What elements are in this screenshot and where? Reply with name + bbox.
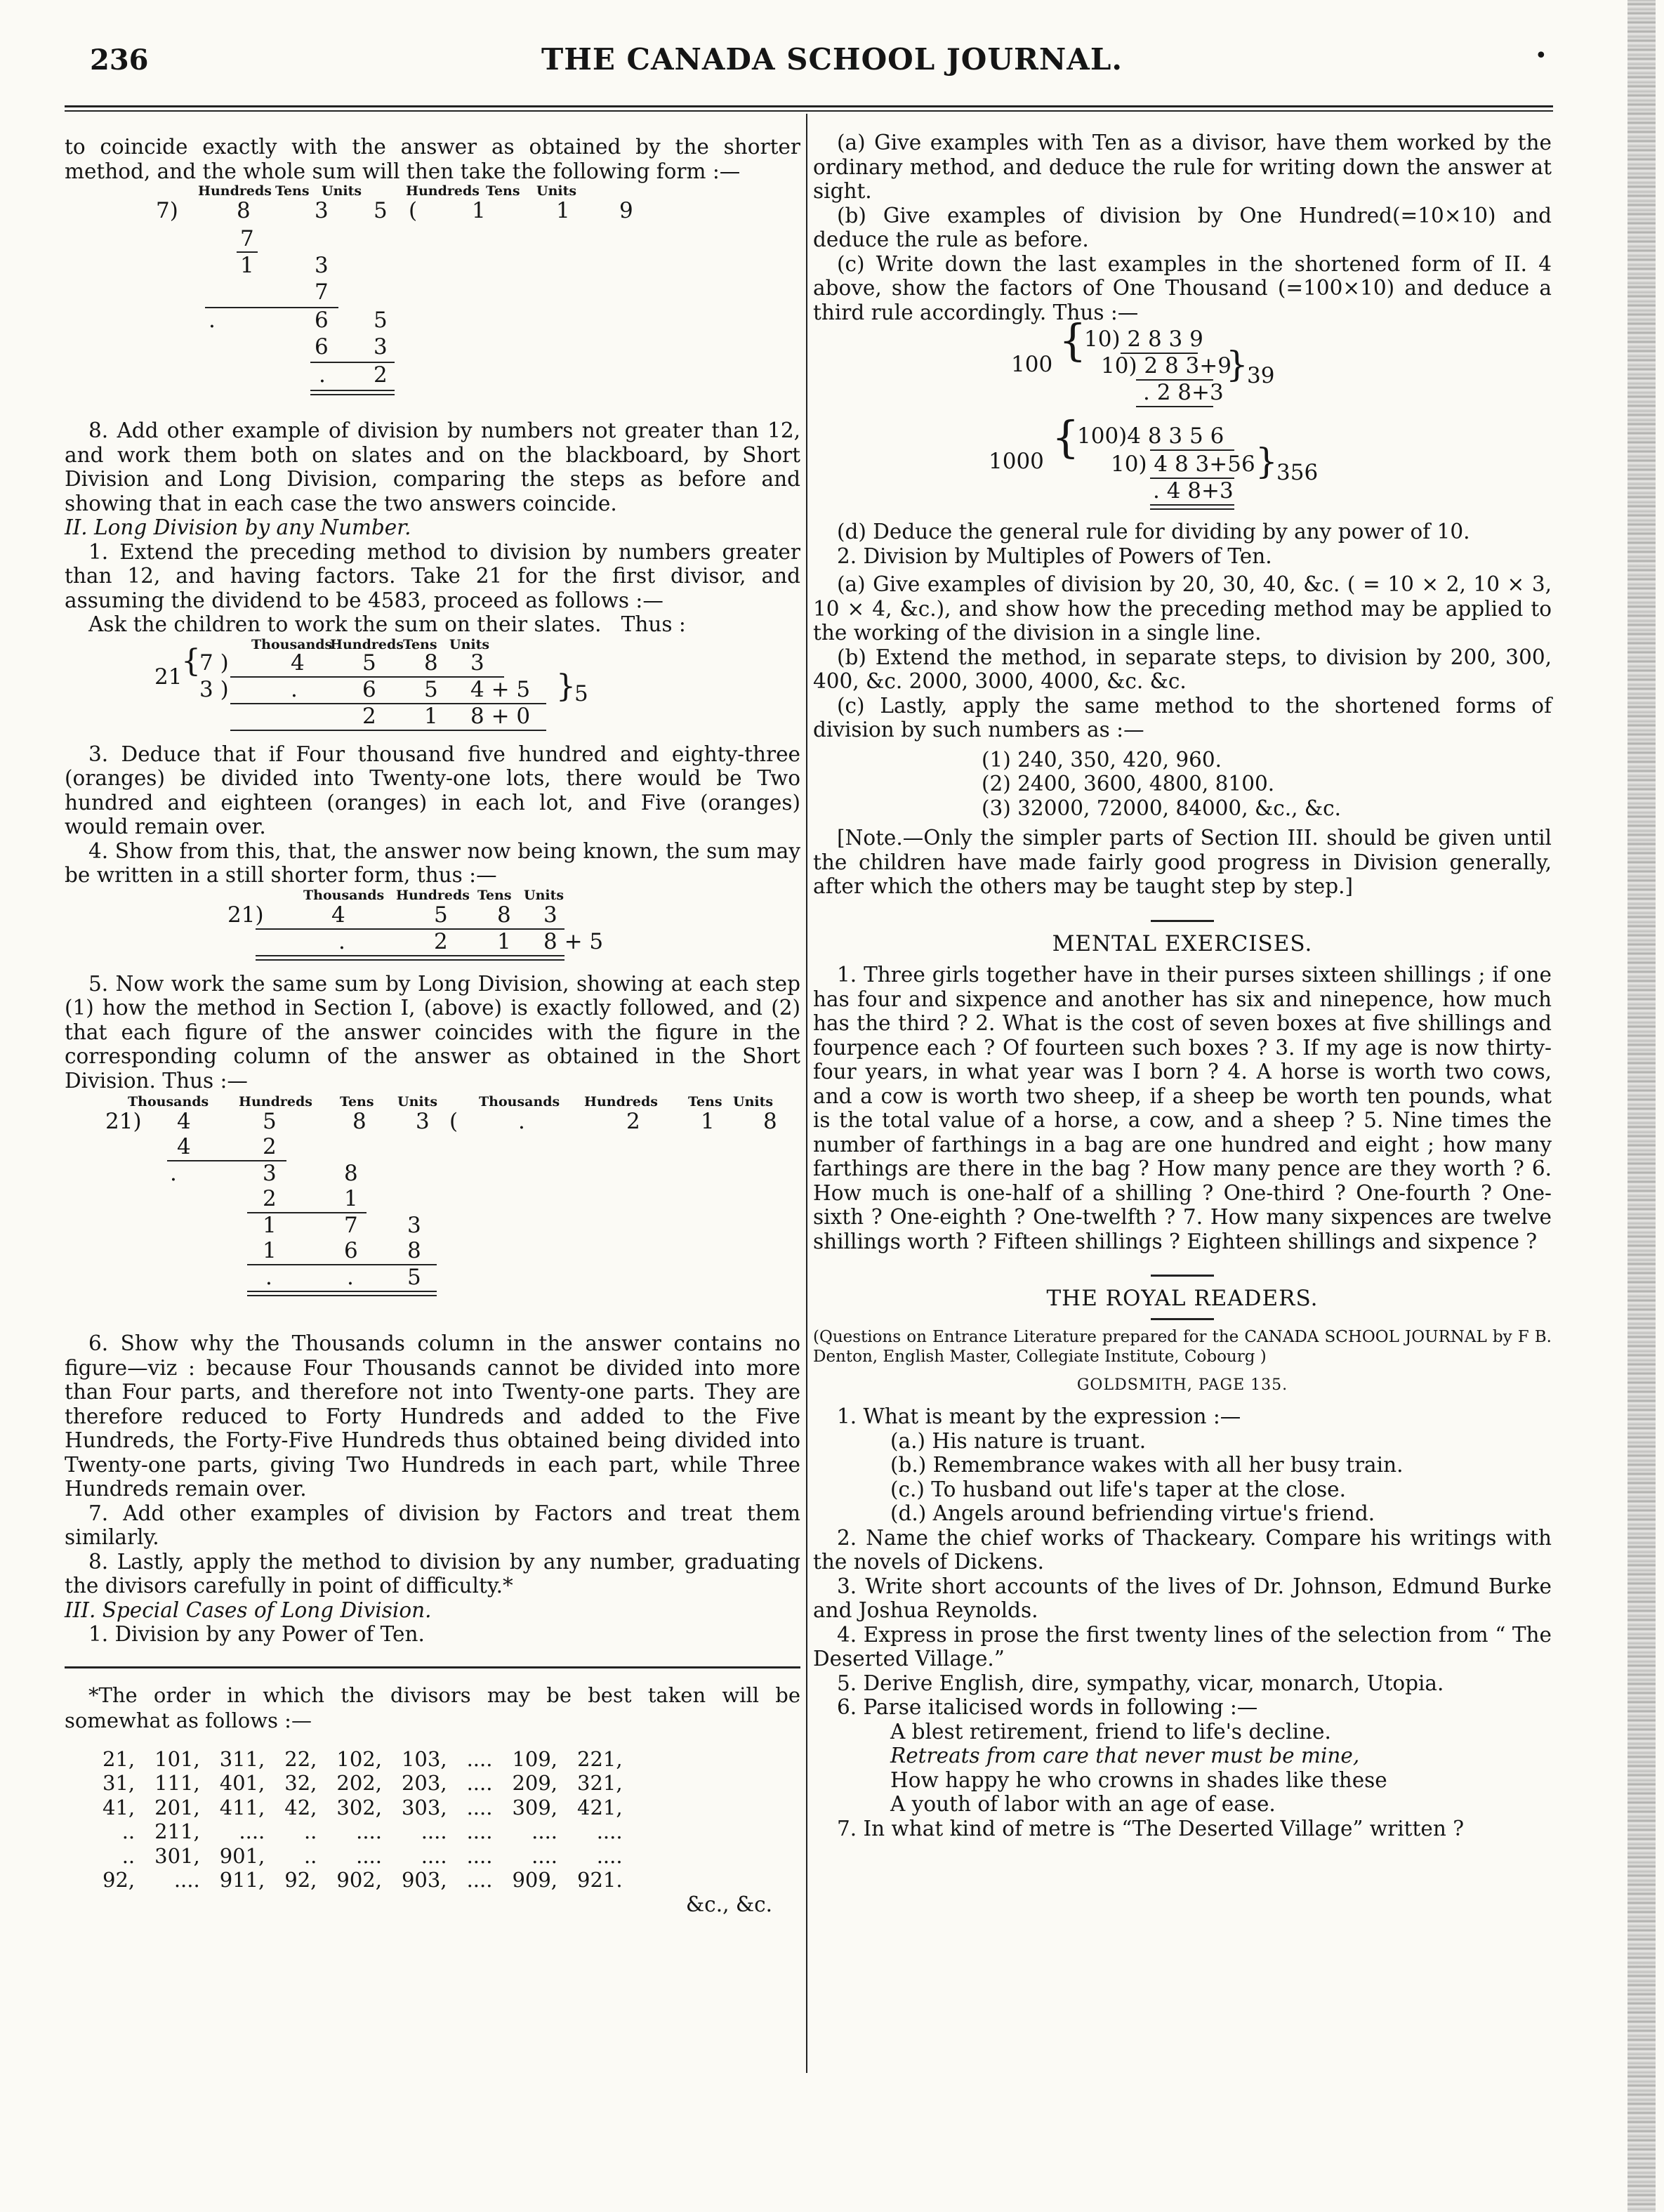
digit: 3 (315, 253, 329, 278)
divisor-cell: .... (596, 1843, 623, 1868)
divisor-cell: .. (121, 1843, 136, 1868)
digit: 5 (407, 1265, 421, 1290)
divisor: 21) (105, 1109, 142, 1134)
question-1-item: (a.) His nature is truant. (890, 1428, 1147, 1453)
col-head: Units (536, 183, 577, 199)
question-7: 7. In what kind of metre is “The Deserted Village” written ? (837, 1816, 1465, 1841)
divisor-cell: 309, (512, 1795, 558, 1819)
section-rule (1151, 920, 1214, 922)
header-rule-top (65, 105, 1553, 107)
divisor-cell: 203, (401, 1771, 447, 1795)
question-6: 6. Parse italicised words in following :— (837, 1695, 1258, 1719)
divisor-cell: .... (466, 1771, 493, 1795)
divisor-row (93, 1796, 633, 1820)
paragraph-4: 4. Show from this, that, the answer now being known, the sum may be written in a still shorter form, thus :— (65, 838, 800, 887)
col-head: Hundreds (406, 183, 480, 199)
digit: 5 (424, 676, 438, 702)
binding-edge (1627, 0, 1656, 2212)
divisor-cell: .... (421, 1819, 447, 1843)
divisor-cell: 103, (401, 1746, 447, 1771)
divisor-cell: 31, (103, 1771, 136, 1795)
divisor-cell: .... (466, 1795, 493, 1819)
divisor: 21) (227, 902, 264, 928)
list-item: (1) 240, 350, 420, 960. (982, 747, 1222, 772)
digit: 5 (374, 308, 388, 333)
goldsmith-heading: GOLDSMITH, PAGE 135. (1076, 1376, 1288, 1394)
digit: 9 (619, 198, 633, 223)
paragraph-b: (b) Give examples of division by One Hundred(=10×10) and deduce the rule as before. (813, 203, 1552, 251)
divisor-cell: 221, (577, 1746, 623, 1771)
factor: 1000 (989, 449, 1044, 474)
divisor-row (93, 1771, 633, 1796)
divisor-cell: 21, (103, 1746, 136, 1771)
digit: 3 (407, 1213, 421, 1238)
digit: 5 (434, 902, 448, 928)
digit: 3 (543, 902, 557, 928)
digit: 1 (344, 1186, 358, 1211)
digit: ( (409, 198, 418, 223)
digit: 7 (240, 226, 254, 251)
paragraph-6: 6. Show why the Thousands column in the answer contains no figure—viz : because Four Thousands cannot be divided into more than Four parts, and therefore not into Twenty-one parts. They are therefore reduced to Forty Hundreds and added to the Five Hundreds, the Forty-Five Hundreds thus obtained being divided into Twenty-one parts, giving Two Hundreds in each part, while Three Hundreds remain over. (65, 1331, 800, 1501)
digit: 8 (497, 902, 511, 928)
digit: 8 (344, 1161, 358, 1186)
section-iii-item-1: 1. Division by any Power of Ten. (88, 1622, 425, 1646)
digit: 4 (331, 902, 345, 928)
divisor-cell: .... (466, 1843, 493, 1868)
col-head: Units (397, 1094, 438, 1110)
remainder: 39 (1247, 363, 1275, 388)
work-line: 10) 2 8 3+9 (1101, 353, 1232, 378)
divisor-cell: .... (466, 1868, 493, 1892)
divisor-cell: 909, (512, 1868, 558, 1892)
digit: 1 (701, 1109, 715, 1134)
col-head: Thousands (128, 1094, 209, 1110)
digit: 2 (374, 362, 388, 388)
question-2: 2. Name the chief works of Thackeary. Compare his writings with the novels of Dickens. (813, 1525, 1552, 1574)
divisor-cell: 911, (219, 1868, 265, 1892)
paragraph-c2: (c) Lastly, apply the same method to the shortened forms of division by such numbers as :— (813, 693, 1552, 742)
col-head: Thousands (251, 636, 333, 652)
divisor-cell: 201, (154, 1795, 200, 1819)
col-head: Units (322, 183, 362, 199)
figure-divide-1000: 1000 { 100)4 8 3 5 6 10) 4 8 3+56 . 4 8+3 } 356 (813, 421, 1552, 520)
col-head: Units (449, 636, 490, 652)
digit: 6 (362, 676, 376, 702)
col-head: Hundreds (239, 1094, 312, 1110)
divisor-cell: 401, (219, 1771, 265, 1795)
digit: 6 (344, 1238, 358, 1263)
digit: 3 (416, 1109, 430, 1134)
mental-exercises-text: 1. Three girls together have in their purses sixteen shillings ; if one has four and sixpence and another has six and ninepence, how much has the third ? 2. What is the cost of seven boxes at five shillings and fourpence each ? Of fourteen such boxes ? 3. If my age is now thirty-four years, in what year was I born ? 4. A horse is worth two cows, and a cow is worth two sheep, if a sheep be worth ten pounds, what is the total value of a horse, a cow, and a sheep ? 5. Nine times the number of farthings in a bag are one hundred and eight ; how many farthings are there in the bag ? How many pence are they worth ? 6. How much is one-half of a shilling ? One-third ? One-fourth ? One-sixth ? One-eighth ? One-twelfth ? 7. How many sixpences are twelve shillings worth ? Fifteen shillings ? Eighteen shillings and sixpence ? (813, 963, 1552, 1253)
col-head: Units (524, 887, 564, 903)
footnote-end: &c., &c. (685, 1892, 772, 1916)
digit: 8 (407, 1238, 421, 1263)
section-rule (1151, 1318, 1214, 1320)
poem-line: How happy he who crowns in shades like these (890, 1767, 1387, 1792)
footnote-intro: *The order in which the divisors may be best taken will be somewhat as follows :— (65, 1683, 800, 1732)
divisor-cell: 111, (154, 1771, 200, 1795)
col-head: Tens (340, 1094, 374, 1110)
digit: 5 (374, 198, 388, 223)
digit: 5 (362, 650, 376, 676)
paragraph-7: 7. Add other examples of division by Factors and treat them similarly. (65, 1501, 800, 1549)
digit: 3 (470, 650, 484, 676)
question-1: 1. What is meant by the expression :— (837, 1404, 1241, 1428)
digit: . (265, 1265, 272, 1290)
digit: 8 (352, 1109, 367, 1134)
digit: . (170, 1161, 177, 1186)
factor: 100 (1011, 352, 1053, 377)
digit: . (347, 1265, 354, 1290)
paragraph-a2: (a) Give examples of division by 20, 30, 40, &c. ( = 10 × 2, 10 × 3, 10 × 4, &c.), and show how the preceding method may be applied to the working of the division in a single line. (813, 572, 1552, 645)
divisor-cell: 321, (577, 1771, 623, 1795)
divisor-cell: .... (596, 1819, 623, 1843)
col-head: Thousands (479, 1094, 560, 1110)
digit: 5 (263, 1109, 277, 1134)
digit: 1 (556, 198, 570, 223)
digit: 1 (497, 928, 511, 954)
digit: 2 (263, 1186, 277, 1211)
factor: 3 ) (199, 676, 229, 702)
digit: 2 (626, 1109, 640, 1134)
footnote-rule (65, 1666, 800, 1668)
col-head: Hundreds (330, 636, 404, 652)
list-item: (3) 32000, 72000, 84000, &c., &c. (982, 796, 1342, 820)
journal-title: THE CANADA SCHOOL JOURNAL. (541, 42, 1123, 77)
mental-exercises-title: MENTAL EXERCISES. (1052, 930, 1313, 956)
col-head: Units (733, 1094, 774, 1110)
digit: 2 (263, 1134, 277, 1159)
digit: . (338, 928, 345, 954)
divisor-cell: 902, (336, 1868, 382, 1892)
col-head: Thousands (303, 887, 385, 903)
digit: . (518, 1109, 525, 1134)
divisor-cell: 101, (154, 1746, 200, 1771)
outer-divisor: 21 (154, 664, 183, 690)
digit: 3 (263, 1161, 277, 1186)
digit: 7 (315, 279, 329, 305)
question-4: 4. Express in prose the first twenty lines of the selection from “ The Deserted Village.” (813, 1622, 1552, 1671)
poem-line: A youth of labor with an age of ease. (890, 1792, 1276, 1816)
divisor-cell: 32, (284, 1771, 317, 1795)
col-head: Tens (477, 887, 512, 903)
section-iii-title: III. Special Cases of Long Division. (65, 1598, 432, 1622)
digit: 2 (434, 928, 448, 954)
divisor-cell: .... (239, 1819, 265, 1843)
remainder: 356 (1276, 460, 1319, 485)
divisor-cell: 109, (512, 1746, 558, 1771)
divisor-cell: 92, (103, 1868, 136, 1892)
divisor-row (93, 1747, 633, 1772)
digit: 7 (344, 1213, 358, 1238)
divisor-cell: .... (531, 1819, 558, 1843)
divisor-cell: .... (421, 1843, 447, 1868)
figure-shorter-form (65, 888, 800, 972)
divisor-cell: .... (173, 1868, 200, 1892)
digit: 1 (240, 253, 254, 278)
divisor-cell: 301, (154, 1843, 200, 1868)
poem-line: A blest retirement, friend to life's decline. (890, 1719, 1331, 1744)
divisor-row (93, 1868, 633, 1892)
paragraph-3: 3. Deduce that if Four thousand five hundred and eighty-three (oranges) be divided into Twenty-one lots, there would be Two hundred and eighteen (oranges) in each lot, and Five (oranges) would remain over. (65, 742, 800, 838)
section-rule (1151, 1275, 1214, 1277)
work-line: 10) 4 8 3+56 (1111, 452, 1255, 477)
divisor-cell: .. (121, 1819, 136, 1843)
paragraph-5: 5. Now work the same sum by Long Division, showing at each step (1) how the method in Section I, (above) is exactly followed, and (2) that each figure of the answer coincides with the figure in the corresponding column of the answer as obtained in the Short Division. Thus :— (65, 971, 800, 1093)
paragraph-2: 2. Division by Multiples of Powers of Ten. (837, 544, 1272, 568)
question-3: 3. Write short accounts of the lives of Dr. Johnson, Edmund Burke and Joshua Reynolds. (813, 1574, 1552, 1622)
paragraph-a: (a) Give examples with Ten as a divisor, have them worked by the ordinary method, and deduce the rule for writing down the answer at sight. (813, 131, 1552, 203)
digit: 6 (315, 308, 329, 333)
digit: 8 (237, 198, 251, 223)
digit: 1 (424, 703, 438, 729)
work-line: 10) 2 8 3 9 (1084, 327, 1203, 352)
digit: 8 (424, 650, 438, 676)
figure-short-division-7 (65, 183, 800, 419)
digit: . (209, 308, 216, 333)
divisor-cell: 22, (284, 1746, 317, 1771)
divisor-cell: 42, (284, 1795, 317, 1819)
figure-divide-100: 100 { 10) 2 8 3 9 10) 2 8 3+9 . 2 8+3 } 39 (813, 324, 1552, 416)
page-number: 236 (90, 44, 149, 77)
divisor-cell: 901, (219, 1843, 265, 1868)
col-head: Tens (275, 183, 310, 199)
col-head: Tens (688, 1094, 722, 1110)
question-1-item: (d.) Angels around befriending virtue's friend. (890, 1501, 1375, 1525)
paragraph-c: (c) Write down the last examples in the shortened form of II. 4 above, show the factors of One Thousand (=100×10) and deduce a third rule accordingly. Thus :— (813, 251, 1552, 324)
divisor-cell: .... (466, 1746, 493, 1771)
work-line: . 2 8+3 (1143, 380, 1224, 405)
col-head: Hundreds (396, 887, 470, 903)
col-head: Hundreds (584, 1094, 658, 1110)
header-rule-bottom (65, 110, 1553, 112)
left-column (65, 135, 800, 1916)
figure-factor-division-21: Thousands Hundreds Tens Units 21 { 7 ) 4 5 8 3 3 ) . 6 5 4 + 5 2 1 8 + 0 } 5 (65, 637, 800, 742)
paragraph-b2: (b) Extend the method, in separate steps, to division by 200, 300, 400, &c. 2000, 3000, 4000, &c. &c. (813, 645, 1552, 693)
paragraph-8b: 8. Lastly, apply the method to division by any number, graduating the divisors carefully in point of difficulty.* (65, 1549, 800, 1598)
number-list (813, 748, 1552, 821)
divisor-cell: 92, (284, 1868, 317, 1892)
note-paragraph: [Note.—Only the simpler parts of Section III. should be given until the children have made fairly good progress in Division generally, after which the others may be taught step by step.] (813, 826, 1552, 898)
divisor-row (93, 1844, 633, 1869)
figure-long-division-21 (65, 1093, 800, 1331)
divisor-cell: .. (303, 1819, 317, 1843)
divisor-cell: 311, (219, 1746, 265, 1771)
divisor-cell: .... (466, 1819, 493, 1843)
column-divider (806, 114, 807, 2073)
divisor-cell: 303, (401, 1795, 447, 1819)
paragraph-1: 1. Extend the preceding method to division by numbers greater than 12, and having factors. Take 21 for the first divisor, and assuming the dividend to be 4583, proceed as follows :— (65, 539, 800, 612)
divisor-cell: .. (303, 1843, 317, 1868)
remainder: 5 (574, 680, 588, 706)
list-item: (2) 2400, 3600, 4800, 8100. (982, 772, 1275, 796)
divisor-cell: 209, (512, 1771, 558, 1795)
digit: 8 (763, 1109, 777, 1134)
col-head: Tens (486, 183, 520, 199)
royal-readers-subtitle: (Questions on Entrance Literature prepared for the CANADA SCHOOL JOURNAL by F B. Denton, English Master, Collegiate Institute, Cobourg ) (813, 1327, 1552, 1366)
digit: . (319, 362, 326, 388)
digit: 4 + 5 (470, 676, 531, 702)
section-ii-title: II. Long Division by any Number. (65, 515, 411, 539)
digit: 1 (263, 1213, 277, 1238)
digit: 4 (291, 650, 305, 676)
divisor-cell: 921. (577, 1868, 623, 1892)
digit: 8 + 0 (470, 703, 531, 729)
speck-mark: • (1535, 44, 1547, 68)
digit: 4 (177, 1134, 191, 1159)
divisor-cell: 102, (336, 1746, 382, 1771)
col-head: Tens (403, 636, 437, 652)
question-1-item: (c.) To husband out life's taper at the close. (890, 1477, 1347, 1501)
divisor: 7) (156, 198, 178, 223)
digit: 4 (177, 1109, 191, 1134)
ask-line: Ask the children to work the sum on their slates. Thus : (88, 612, 686, 636)
question-1-item: (b.) Remembrance wakes with all her busy train. (890, 1453, 1404, 1477)
divisor-cell: 41, (103, 1795, 136, 1819)
divisor-cell: 302, (336, 1795, 382, 1819)
divisor-order-table (93, 1747, 633, 1892)
digit: . (291, 676, 298, 702)
paragraph-8: 8. Add other example of division by numbers not greater than 12, and work them both on slates and on the blackboard, by Short Division and Long Division, comparing the steps as before and showing that in each case the two answers coincide. (65, 419, 800, 515)
right-column (813, 131, 1552, 1841)
digit: 8 + 5 (543, 928, 604, 954)
question-5: 5. Derive English, dire, sympathy, vicar, monarch, Utopia. (837, 1671, 1444, 1695)
work-line: 100)4 8 3 5 6 (1077, 423, 1224, 449)
divisor-cell: 211, (154, 1819, 200, 1843)
work-line: . 4 8+3 (1153, 478, 1234, 503)
digit: 2 (362, 703, 376, 729)
paragraph-d: (d) Deduce the general rule for dividing by any power of 10. (837, 520, 1470, 544)
digit: 3 (374, 334, 388, 360)
col-head: Hundreds (198, 183, 272, 199)
divisor-cell: .... (531, 1843, 558, 1868)
digit: 6 (315, 334, 329, 360)
digit: ( (449, 1109, 458, 1134)
divisor-cell: 202, (336, 1771, 382, 1795)
digit: 1 (263, 1238, 277, 1263)
divisor-cell: 411, (219, 1795, 265, 1819)
intro-paragraph: to coincide exactly with the answer as obtained by the shorter method, and the whole sum will then take the following form :— (65, 135, 800, 183)
digit: 3 (315, 198, 329, 223)
divisor-row (93, 1819, 633, 1844)
divisor-cell: .... (356, 1843, 382, 1868)
digit: 1 (472, 198, 486, 223)
divisor-cell: .... (356, 1819, 382, 1843)
poem-line: Retreats from care that never must be mine, (890, 1744, 1360, 1767)
factor: 7 ) (199, 650, 229, 676)
divisor-cell: 903, (401, 1868, 447, 1892)
royal-readers-title: THE ROYAL READERS. (1046, 1286, 1319, 1311)
divisor-cell: 421, (577, 1795, 623, 1819)
